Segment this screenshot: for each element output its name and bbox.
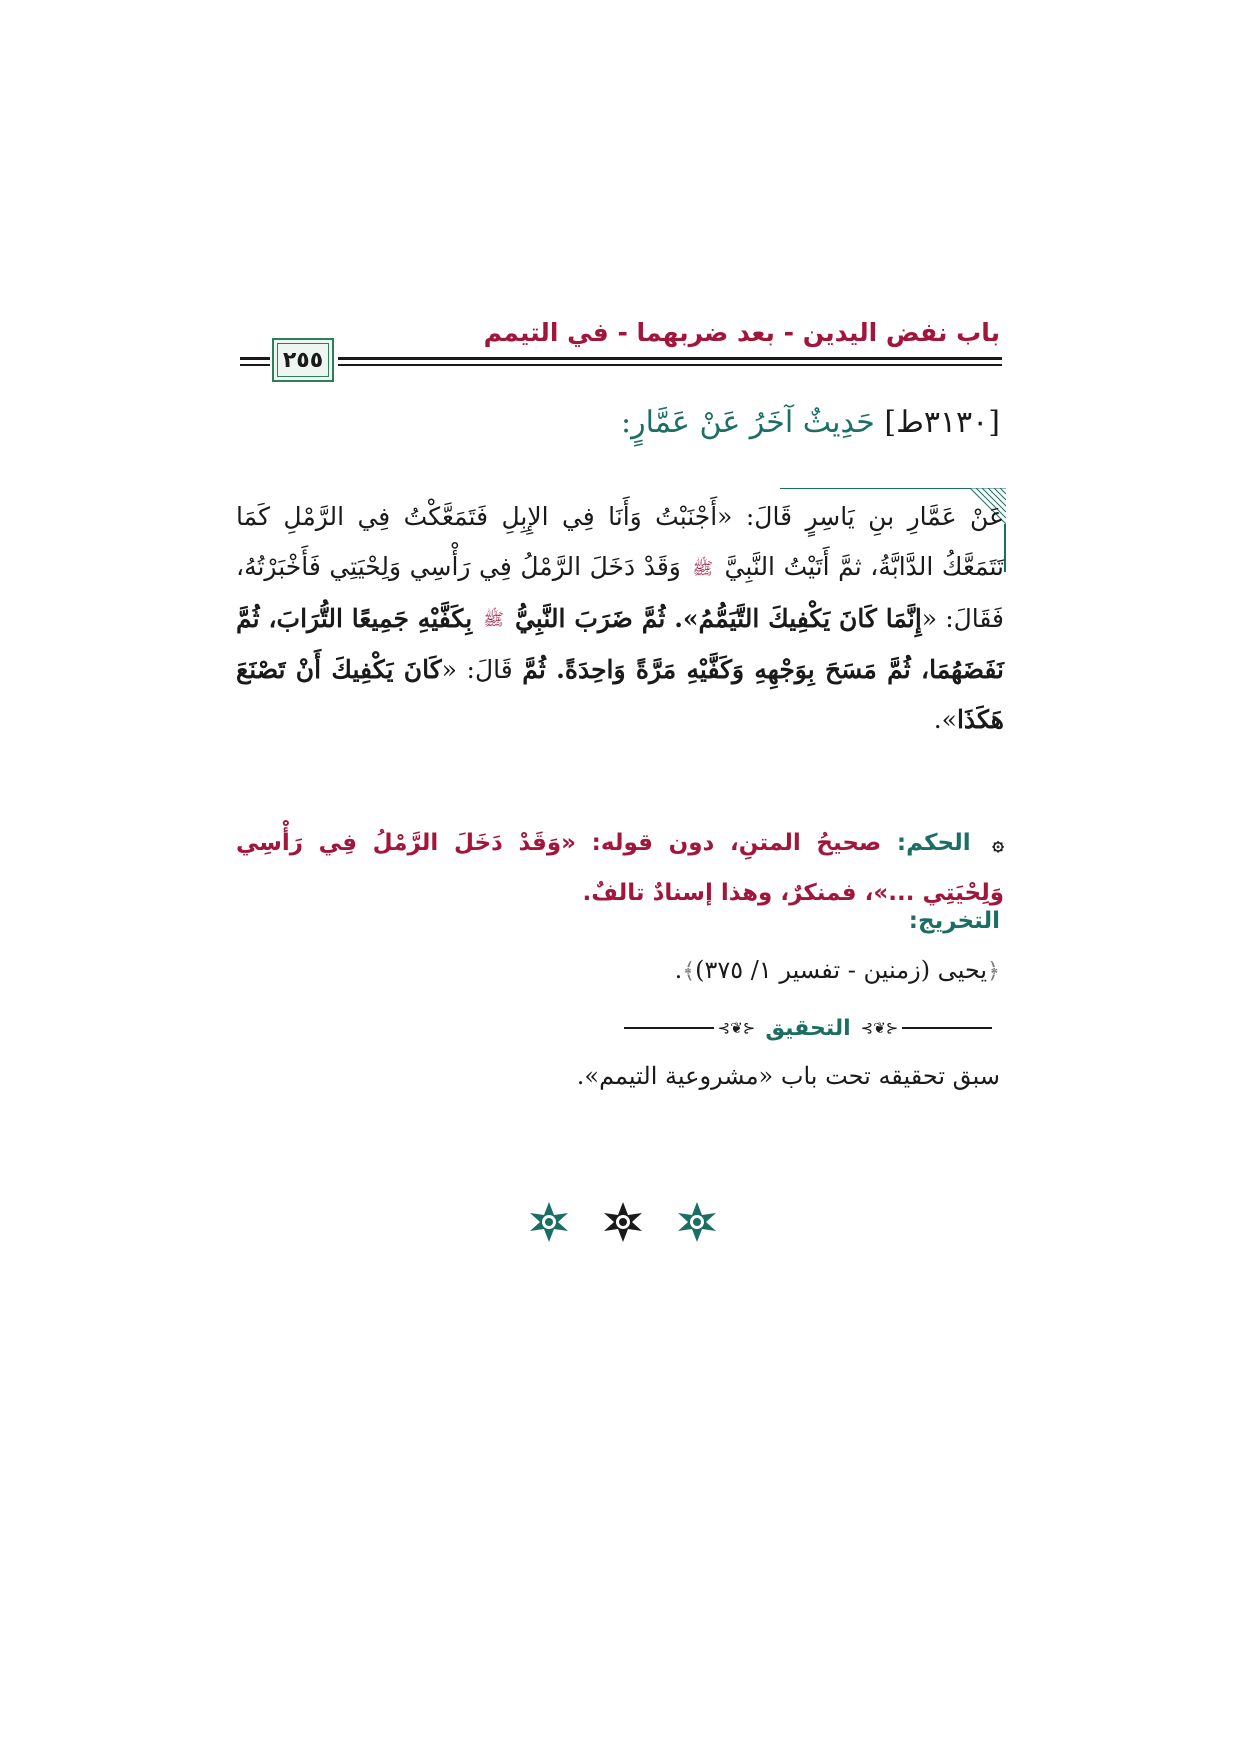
corner-line [780, 488, 970, 489]
section-title: حَدِيثٌ آخَرُ عَنْ عَمَّارٍ: [620, 405, 875, 440]
hadith-part-1: عَنْ عَمَّارِ بنِ يَاسِرٍ قَالَ: «أَجْنَبْتُ وَأَنَا فِي الإِبِلِ فَتَمَعَّكْتُ فِي الرَّمْلِ كَمَا تَتَمَعَّكُ الدَّابَّةُ، ثمَّ أَتَيْتُ النَّبِيَّ [236, 502, 1004, 581]
hadith-part-2: وَقَدْ دَخَلَ الرَّمْلُ فِي رَأْسِي وَلِحْيَتِي فَأَخْبَرْتُهُ، فَقَالَ: « [236, 552, 1004, 633]
end-ornaments [528, 1198, 718, 1246]
page-number: ٢٥٥ [282, 347, 324, 373]
header-rule-left-bottom [240, 364, 270, 366]
ruling-text: صحيحُ المتنِ، دون قوله: «وَقَدْ دَخَلَ الرَّمْلُ فِي رَأْسِي وَلِحْيَتِي ...»، فمنكرٌ، وهذا إسنادٌ تالفٌ. [236, 830, 1004, 906]
hadith-part-4: ». [933, 705, 957, 734]
flower-ornament-icon [676, 1201, 718, 1243]
header-rule-left-top [240, 357, 270, 360]
bracket-open: ﴿ [987, 959, 1000, 984]
hadith-bold-3: كَانَ يَكْفِيكَ أَنْ تَصْنَعَ هَكَذَا [236, 655, 1004, 734]
takhrij-text [675, 956, 1000, 984]
header-rule-top [338, 357, 1002, 360]
tahqiq-text: سبق تحقيقه تحت باب «مشروعية التيمم». [576, 1062, 1000, 1090]
divider-line-right [902, 1027, 992, 1029]
tahqiq-title: التحقيق [765, 1015, 851, 1041]
takhrij-source: يحيى (زمنين - تفسير ١/ ٣٧٥) [695, 956, 988, 984]
takhrij-end: . [674, 956, 683, 984]
ruling-label: الحكم: [896, 830, 971, 856]
tahqiq-divider [624, 1013, 992, 1043]
section-code: [٣١٣٠ط] [884, 405, 1000, 440]
hadith-bold-2: بِكَفَّيْهِ جَمِيعًا التُّرَابَ، ثُمَّ نَفَضَهُمَا، ثُمَّ مَسَحَ بِوَجْهِهِ وَكَفَّيْهِ مَرَّةً وَاحِدَةً. ثُمَّ [236, 603, 1004, 684]
ruling-paragraph [236, 818, 1004, 918]
salawat-mark-2: ﷺ [483, 610, 504, 630]
bracket-close: ﴾ [682, 959, 696, 984]
flower-ornament-icon [602, 1201, 644, 1243]
takhrij-title: التخريج: [908, 908, 1000, 934]
running-header: باب نفض اليدين - بعد ضربهما - في التيمم [483, 318, 1000, 347]
section-heading [621, 405, 1000, 440]
divider-line-left [624, 1027, 714, 1029]
salawat-mark: ﷺ [692, 558, 713, 579]
hadith-part-3: قَالَ: « [441, 655, 513, 684]
header-rule-bottom [338, 364, 1002, 366]
flower-ornament-icon [528, 1201, 570, 1243]
page-number-badge [272, 338, 334, 382]
divider-ornament-left: ⊰❦⊱ [717, 1019, 756, 1037]
divider-ornament-right: ⊰❦⊱ [860, 1019, 899, 1037]
hadith-text [236, 492, 1004, 745]
hadith-bold-1: إِنَّمَا كَانَ يَكْفِيكَ التَّيَمُّمُ». ثُمَّ ضَرَبَ النَّبِيُّ [514, 603, 922, 633]
star-ornament-icon: ۞ [992, 831, 1004, 855]
